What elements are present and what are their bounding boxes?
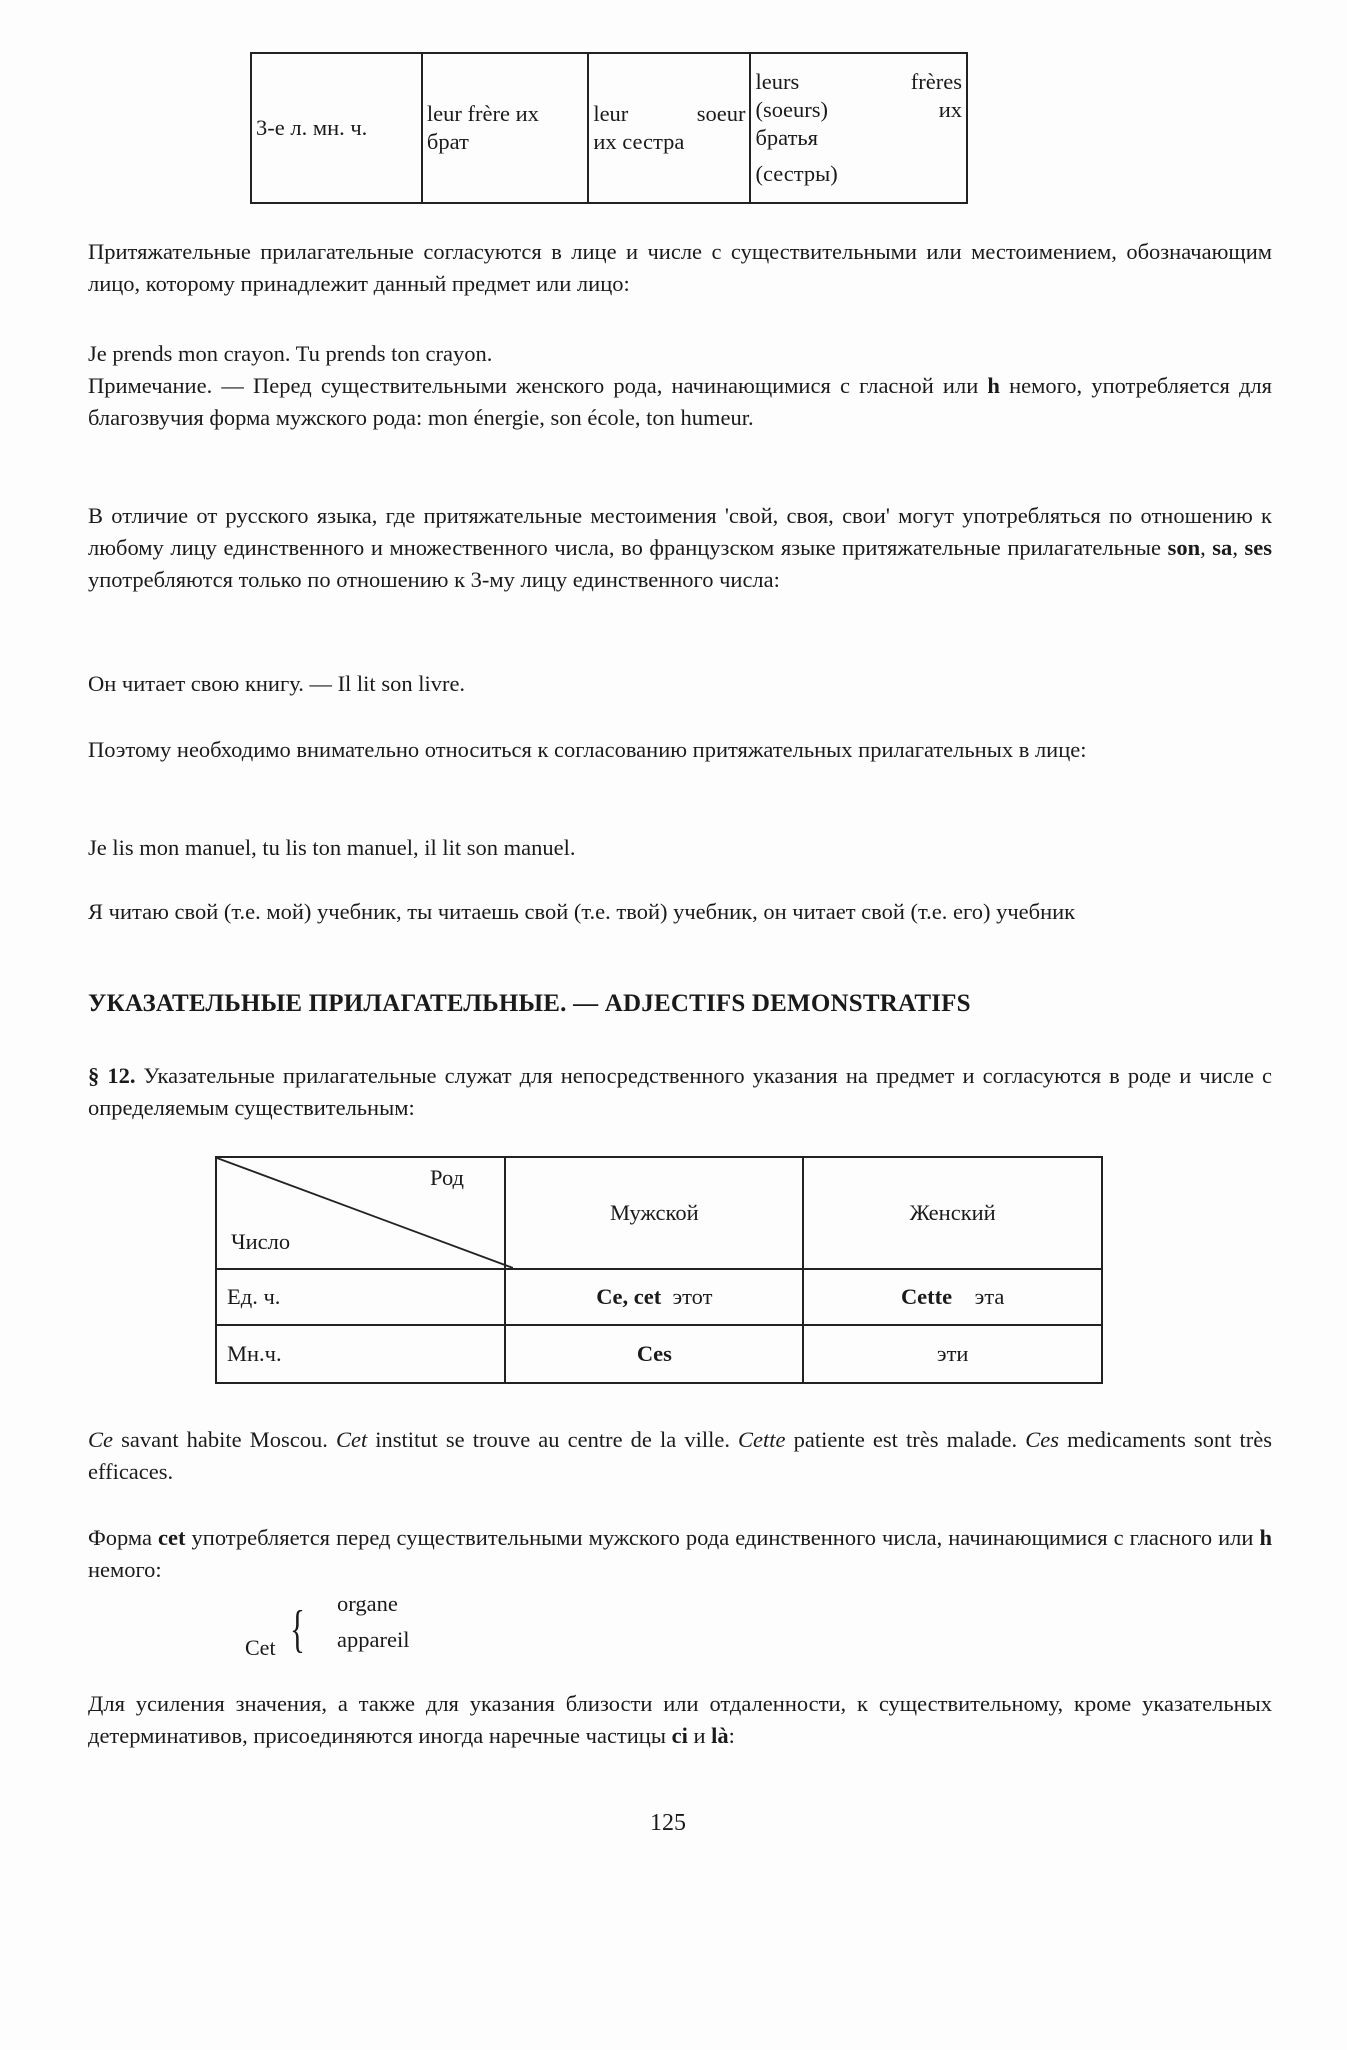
note-paragraph <box>88 370 1272 434</box>
p5-text-b: употребляется перед существительными мужского рода единственного числа, начинающимися с гласного или <box>185 1525 1260 1550</box>
appareil-word: appareil <box>337 1627 410 1652</box>
leur-soeur-line2: их сестра <box>593 129 685 154</box>
ex5-text-a: savant habite Moscou. <box>113 1427 336 1452</box>
section-number: § 12. <box>88 1063 136 1088</box>
feminine-header: Женский <box>803 1157 1102 1269</box>
p2-sa: sa <box>1212 535 1233 560</box>
masculine-header: Мужской <box>505 1157 803 1269</box>
leurs-freres-line4: (сестры) <box>755 161 838 186</box>
leur-frere-line2: брат <box>426 129 469 154</box>
p2-text-b: употребляются только по отношению к 3-му лицу единственного числа: <box>88 567 780 592</box>
example-il-lit: Он читает свою книгу. — Il lit son livre. <box>88 671 466 696</box>
ex5-cet: Cet <box>335 1427 368 1452</box>
ces-word: Ces <box>636 1341 672 1366</box>
leur-frere-line1: leur frère их <box>426 101 539 126</box>
singular-feminine-cell <box>803 1269 1102 1325</box>
ce-cet-word: Ce, cet <box>596 1284 662 1309</box>
p5-text-a: Форма <box>88 1525 159 1550</box>
ex5-ces: Ces <box>1025 1427 1060 1452</box>
etot-word: этот <box>672 1284 713 1309</box>
note-h: h <box>987 373 1000 398</box>
cette-word: Cette <box>900 1284 953 1309</box>
p2-son: son <box>1167 535 1201 560</box>
section-heading: УКАЗАТЕЛЬНЫЕ ПРИЛАГАТЕЛЬНЫЕ. — ADJECTIFS DEMONSTRATIFS <box>88 990 971 1017</box>
example-ya-chitayu: Я читаю свой (т.е. мой) учебник, ты читаешь свой (т.е. твой) учебник, он читает свой (т.е. его) учебник <box>88 899 1076 924</box>
note-label: Примечание. <box>88 373 213 398</box>
person-label: 3-е л. мн. ч. <box>256 115 368 140</box>
p5-cet: cet <box>158 1525 186 1550</box>
paragraph-attention: Поэтому необходимо внимательно относиться к согласованию притяжательных прилагательных в лице: <box>88 737 1087 762</box>
p2-text-a: В отличие от русского языка, где притяжательные местоимения 'свой, своя, свои' могут употребляться по отношению к любому лицу единственного и множественного числа, во французском языке притяжательные прилагательные <box>88 503 1272 560</box>
note-text-b: немого, употребляется для благозвучия форма мужского рода: mon énergie, son école, ton humeur. <box>88 373 1272 430</box>
leurs-freres-cell <box>750 53 967 203</box>
leurs-word: leurs <box>755 69 800 94</box>
ex5-cette: Cette <box>738 1427 786 1452</box>
plural-masculine-cell <box>505 1325 803 1383</box>
leurs-freres-line3: братья <box>755 125 819 150</box>
demonstrative-table <box>215 1156 1103 1384</box>
eta-word: эта <box>974 1284 1005 1309</box>
brace-glyph: { <box>289 1601 305 1658</box>
plural-feminine-cell: эти <box>803 1325 1102 1383</box>
example-mon-crayon: Je prends mon crayon. Tu prends ton crayon. <box>88 341 493 366</box>
p4-text: Указательные прилагательные служат для непосредственного указания на предмет и согласуются в роде и числе с определяемым существительным: <box>88 1063 1273 1120</box>
p5-h: h <box>1259 1525 1272 1550</box>
diagonal-header-cell <box>216 1157 505 1269</box>
paragraph-cet-usage <box>88 1522 1272 1586</box>
singular-masculine-cell <box>505 1269 803 1325</box>
example-je-lis: Je lis mon manuel, tu lis ton manuel, il lit son manuel. <box>88 835 576 860</box>
chislo-label: Число <box>231 1229 291 1254</box>
singular-label: Ед. ч. <box>216 1269 505 1325</box>
p6-end: : <box>728 1723 735 1748</box>
leur-soeur-cell <box>588 53 750 203</box>
p6-ci: ci <box>671 1723 688 1748</box>
leur-soeur-line1: leur soeur <box>593 101 746 126</box>
ex5-text-b: institut se trouve au centre de la ville. <box>367 1427 739 1452</box>
ex5-text-d: medicaments sont très efficaces. <box>88 1427 1273 1484</box>
leur-frere-cell <box>422 53 588 203</box>
leurs-freres-line1 <box>755 68 962 96</box>
freres-word: frères <box>910 69 962 94</box>
note-text-a: — Перед существительными женского рода, начинающимися с гласной или <box>212 373 988 398</box>
ex5-ce: Ce <box>88 1427 113 1452</box>
plural-label: Мн.ч. <box>216 1325 505 1383</box>
page-number: 125 <box>650 1810 686 1836</box>
possessive-table-fragment <box>250 52 968 204</box>
paragraph-russian-difference: В отличие от русского языка, где притяжательные местоимения 'свой, своя, свои' могут употребляться по отношению к любому лицу единственного и множественного числа, во французском языке притяжательные прилагательные son, sa, ses употребляются только по отношению к 3-му лицу единственного числа: <box>88 503 1273 592</box>
p6-text-a: Для усиления значения, а также для указания близости или отдаленности, к существительному, кроме указательных детерминативов, присоединяются иногда наречные частицы <box>88 1691 1272 1748</box>
p6-and: и <box>687 1723 712 1748</box>
paragraph-possessive-agreement: Притяжательные прилагательные согласуются в лице и числе с существительными или местоимением, обозначающим лицо, которому принадлежит данный предмет или лицо: <box>88 239 1272 296</box>
rod-label: Род <box>430 1165 465 1190</box>
leurs-freres-line2 <box>755 96 962 124</box>
soeurs-word: (soeurs) <box>755 97 828 122</box>
p5-text-c: немого: <box>88 1557 162 1582</box>
person-label-cell <box>251 53 422 203</box>
paragraph-demonstrative <box>88 1060 1272 1124</box>
cet-word: Cet <box>245 1635 276 1660</box>
p6-la: là <box>711 1723 729 1748</box>
p2-ses: ses <box>1244 535 1273 560</box>
ex5-text-c: patiente est très malade. <box>785 1427 1026 1452</box>
ikh-word: их <box>938 97 962 122</box>
example-ce-savant <box>88 1424 1272 1488</box>
organe-word: organe <box>337 1591 398 1616</box>
paragraph-particles <box>88 1688 1272 1752</box>
